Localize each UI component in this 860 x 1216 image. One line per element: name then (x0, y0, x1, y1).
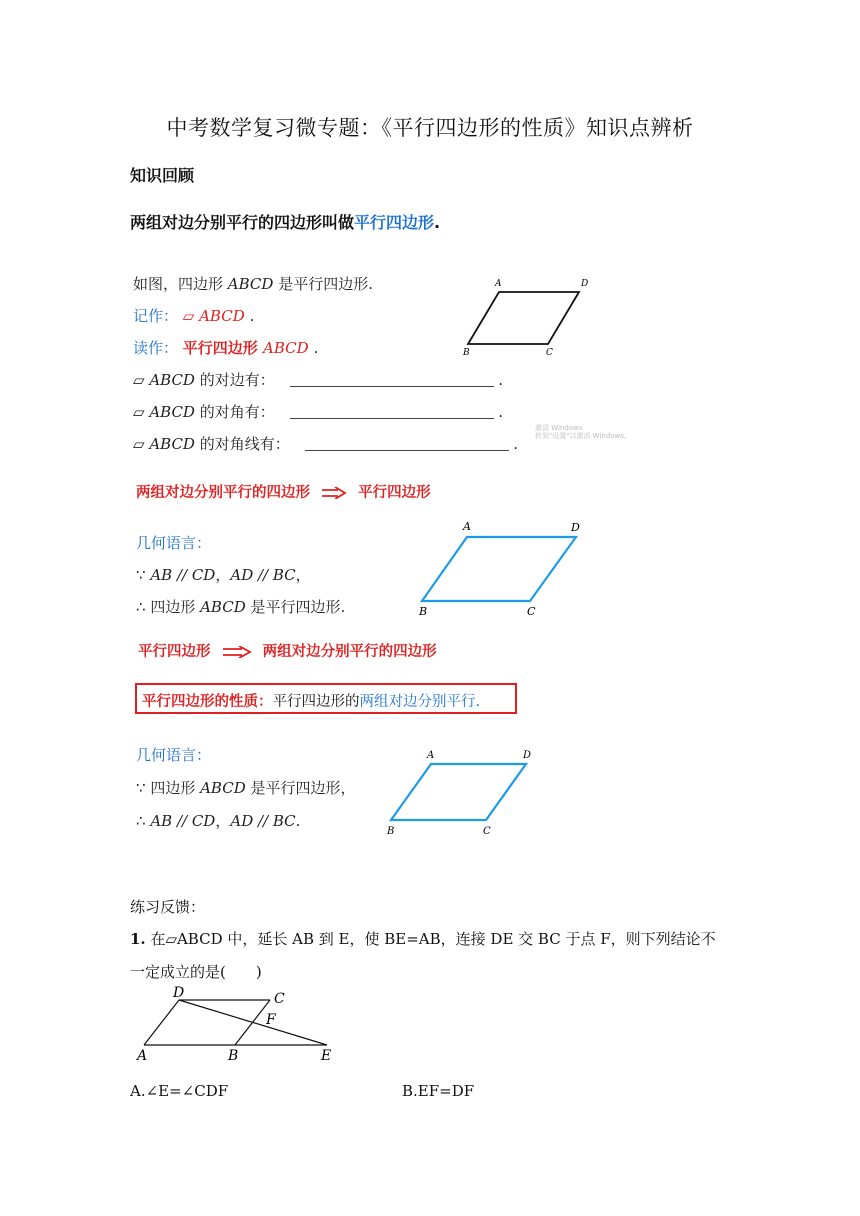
because-icon: ∵ (136, 566, 151, 584)
vertex-label-d: D (571, 521, 580, 534)
question-text-line1: 在▱ABCD 中，延长 AB 到 E，使 BE=AB，连接 DE 交 BC 于点 F，则下列结论不 (145, 930, 716, 948)
notation-value: ▱ ABCD (182, 307, 245, 325)
given-text: 四边形 (150, 779, 201, 797)
parallelogram-symbol: ▱ (133, 371, 150, 389)
slide1-line1-math: ABCD (227, 275, 274, 293)
math-abcd: ABCD (200, 598, 246, 616)
geo-line-given (136, 777, 356, 810)
q1-text: 的对边有： (194, 371, 275, 389)
question-1-line1 (130, 923, 750, 956)
parallelogram-figure-1 (455, 272, 595, 362)
parallel-symbol: // (172, 566, 192, 584)
answer-blank (290, 372, 494, 387)
vertex-label-d: D (523, 750, 532, 761)
option-b-text: EF=DF (417, 1082, 475, 1100)
slide1-line1-tail: 是平行四边形. (273, 275, 373, 293)
point-label-f: F (266, 1012, 276, 1028)
separator: ， (215, 812, 231, 830)
parallelogram-figure-2 (415, 518, 590, 618)
q1-math: ABCD (149, 371, 195, 389)
q3-math: ABCD (149, 435, 195, 453)
practice-heading: 练习反馈： (130, 898, 206, 916)
reading-math: ABCD (263, 339, 309, 357)
answer-blank (305, 436, 509, 451)
question-text-line2: 一定成立的是( ) (130, 963, 262, 981)
math-ad: AD (230, 566, 254, 584)
windows-watermark (535, 424, 631, 440)
property-text: 平行四边形的 (272, 694, 360, 710)
math-ab: AB (150, 566, 173, 584)
therefore-icon: ∴ (136, 812, 151, 830)
answer-blank (290, 404, 494, 419)
vertex-label-c: C (546, 348, 553, 358)
notation-label: 记作： (133, 307, 179, 325)
math-cd: CD (191, 812, 216, 830)
double-arrow-icon (222, 646, 252, 658)
point-label-b: B (228, 1048, 239, 1064)
slide1-question-diagonals (133, 433, 533, 465)
segment-da (144, 1000, 179, 1045)
vertex-label-d: D (581, 279, 589, 289)
vertex-label-b: B (419, 605, 428, 618)
math-bc: BC (272, 566, 296, 584)
property-label: 平行四边形的性质： (142, 694, 273, 710)
parallel-symbol: // (253, 812, 273, 830)
math-ad: AD (230, 812, 254, 830)
banner-property (138, 640, 437, 661)
parallelogram-shape-blue (422, 537, 576, 601)
vertex-label-a: A (463, 520, 471, 533)
conclusion-tail: 是平行四边形. (245, 598, 346, 616)
point-label-e: E (321, 1048, 332, 1064)
math-abcd: ABCD (200, 779, 246, 797)
parallel-symbol: // (172, 812, 192, 830)
slide-geo-language-1 (136, 532, 345, 628)
reading-label: 读作： (133, 339, 179, 357)
option-a-text: ∠E=∠CDF (145, 1082, 229, 1100)
section-heading-review: 知识回顾 (130, 166, 195, 185)
parallelogram-shape (468, 292, 579, 344)
watermark-line2: 转到"设置"以激活 Windows。 (535, 432, 631, 440)
banner-right-text: 两组对边分别平行的四边形 (262, 644, 437, 660)
parallelogram-shape-blue (391, 764, 526, 820)
watermark-line1: 激活 Windows (535, 424, 583, 432)
geo-line-conclusion (136, 596, 345, 628)
banner-left-text: 两组对边分别平行的四边形 (136, 485, 310, 501)
definition-prefix: 两组对边分别平行的四边形叫做 (130, 213, 355, 232)
reading-tail: . (308, 339, 319, 357)
reading-value: 平行四边形 (182, 339, 264, 357)
double-arrow-icon (321, 487, 347, 499)
parallel-symbol: // (253, 566, 273, 584)
segment-de (179, 1000, 327, 1045)
conclusion-text: 四边形 (150, 598, 201, 616)
q3-text: 的对角线有： (194, 435, 290, 453)
geo-language-label: 几何语言： (136, 534, 212, 552)
parallelogram-figure-3 (383, 746, 538, 840)
option-a (130, 1082, 228, 1100)
vertex-label-b: B (463, 348, 470, 358)
slide1-question-sides (133, 369, 533, 401)
parallelogram-symbol: ▱ (133, 403, 150, 421)
q1-end: . (498, 371, 504, 389)
vertex-label-c: C (483, 826, 491, 837)
geo-line-given (136, 564, 345, 596)
definition-term: 平行四边形 (354, 213, 435, 232)
notation-tail: . (244, 307, 255, 325)
question-number: 1. (130, 930, 146, 948)
property-highlight: 两组对边分别平行. (359, 694, 481, 710)
because-icon: ∵ (136, 779, 151, 797)
line-end: . (295, 812, 301, 830)
property-box (135, 683, 517, 714)
geo-line-conclusion (136, 810, 356, 843)
banner-left-text: 平行四边形 (138, 644, 211, 660)
slide1-question-angles (133, 401, 533, 433)
banner-right-text: 平行四边形 (358, 485, 431, 501)
math-bc: BC (272, 812, 296, 830)
question-1-figure (132, 980, 342, 1066)
vertex-label-b: B (387, 826, 395, 837)
point-label-c: C (274, 991, 285, 1007)
q2-math: ABCD (149, 403, 195, 421)
banner-definition (136, 481, 431, 502)
therefore-icon: ∴ (136, 598, 151, 616)
given-tail: 是平行四边形， (245, 779, 356, 797)
vertex-label-a: A (427, 750, 435, 761)
line-end: ， (295, 566, 311, 584)
q2-end: . (498, 403, 504, 421)
parallelogram-symbol: ▱ (133, 435, 150, 453)
vertex-label-a: A (495, 279, 502, 289)
vertex-label-c: C (527, 605, 536, 618)
option-a-letter: A. (130, 1082, 146, 1100)
point-label-a: A (137, 1048, 148, 1064)
point-label-d: D (173, 985, 185, 1001)
slide1-line1-text: 如图，四边形 (133, 275, 228, 293)
slide-geo-language-2 (136, 744, 356, 843)
option-b (402, 1082, 474, 1100)
q3-end: . (513, 435, 519, 453)
math-cd: CD (191, 566, 216, 584)
definition-line (130, 210, 440, 233)
page-title: 中考数学复习微专题：《平行四边形的性质》知识点辨析 (166, 116, 694, 140)
math-ab: AB (150, 812, 173, 830)
option-b-letter: B. (402, 1082, 418, 1100)
separator: ， (215, 566, 231, 584)
definition-suffix: . (434, 213, 441, 232)
q2-text: 的对角有： (194, 403, 275, 421)
geo-language-label: 几何语言： (136, 746, 212, 764)
